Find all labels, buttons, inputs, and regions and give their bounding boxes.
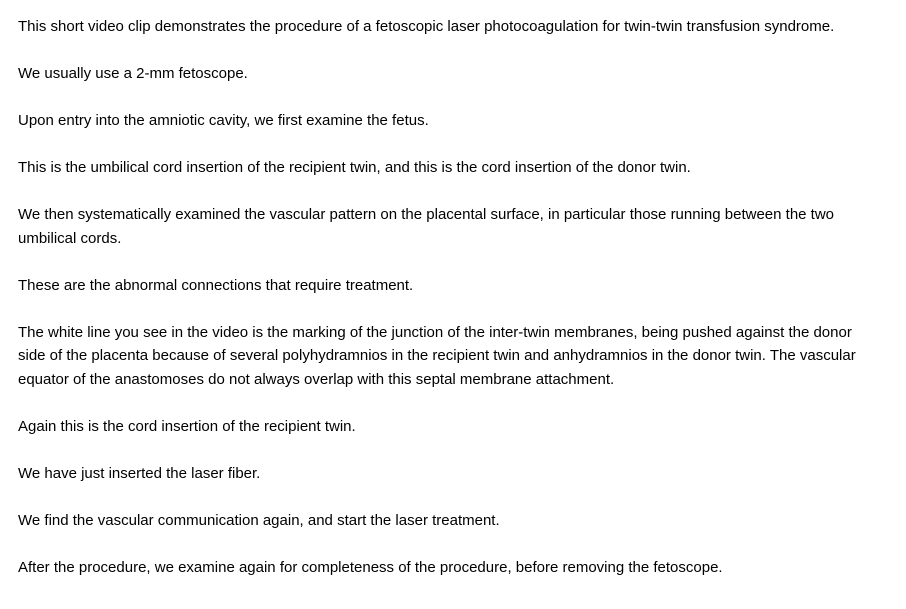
- paragraph-8: Again this is the cord insertion of the recipient twin.: [18, 417, 356, 435]
- paragraph-4: This is the umbilical cord insertion of the recipient twin, and this is the cord insertion of the donor twin.: [18, 159, 691, 176]
- paragraph-9: We have just inserted the laser fiber.: [18, 464, 261, 482]
- transcript-text: [18, 15, 858, 579]
- paragraph-7: The white line you see in the video is the marking of the junction of the inter-twin membranes, being pushed against the donor side of the placenta because of several polyhydramnios in the recipient twin and anhydramnios in the donor twin. The vascular equator of the anastomoses do not always overlap with this septal membrane attachment.: [18, 323, 856, 388]
- paragraph-6: These are the abnormal connections that require treatment.: [18, 276, 414, 294]
- paragraph-5: We then systematically examined the vascular pattern on the placental surface, in particular those running between the two umbilical cords.: [18, 206, 835, 247]
- paragraph-10: We find the vascular communication again, and start the laser treatment.: [18, 511, 500, 529]
- paragraph-1: This short video clip demonstrates the procedure of a fetoscopic laser photocoagulation for twin-twin transfusion syndrome.: [18, 18, 835, 35]
- paragraph-2: We usually use a 2-mm fetoscope.: [18, 65, 248, 82]
- paragraph-11: After the procedure, we examine again for completeness of the procedure, before removing the fetoscope.: [18, 558, 723, 576]
- paragraph-3: Upon entry into the amniotic cavity, we first examine the fetus.: [18, 112, 429, 129]
